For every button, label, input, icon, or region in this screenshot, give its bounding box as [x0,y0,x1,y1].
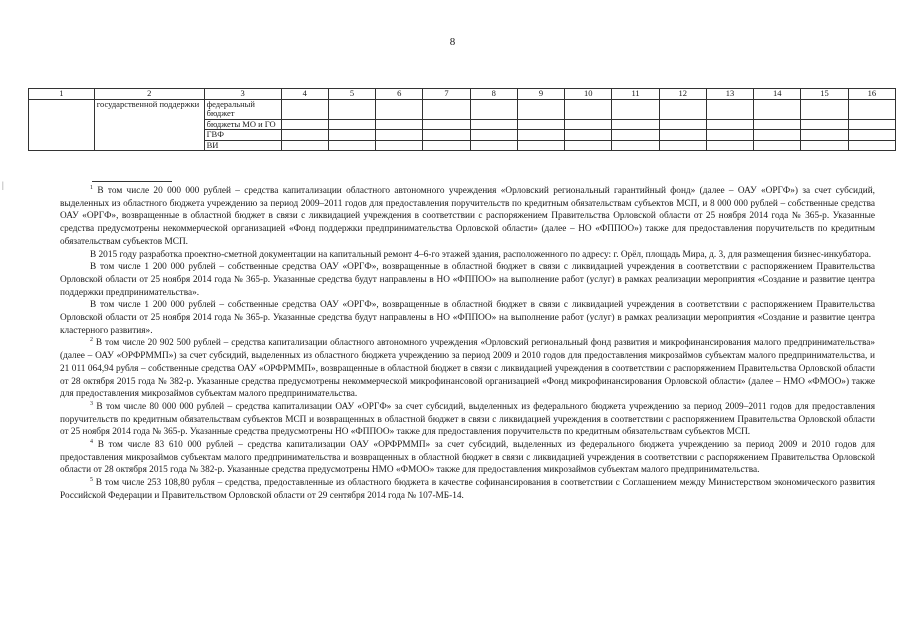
footnote [60,401,875,439]
footnote-mark: 4 [90,439,93,446]
header-cell: 2 [94,89,204,100]
header-cell: 9 [517,89,564,100]
header-cell: 10 [565,89,612,100]
footnote [60,185,875,249]
source-cell: федеральный бюджет [204,99,281,119]
page-number: 8 [449,36,456,48]
footnote-text: В том числе 1 200 000 рублей – собственные средства ОАУ «ОРГФ», возвращенные в областной бюджет в связи с ликвидацией учреждения в соответствии с распоряжением Правительства Орловской области от 25 ноября 2014 года № 365-р. Указанные средства будут направлены в НО «ФППОО» на выполнение работ (услуг) в рамках реализации мероприятия «Создание и развитие центра поддержки предпринимательства». [60,262,875,298]
footnote-mark: 5 [90,477,93,484]
footnote-mark: 2 [90,337,93,344]
table-cell [29,99,95,151]
footnote-text: В том числе 20 902 500 рублей – средства капитализации областного автономного учреждения «Орловский региональный фонд развития и микрофинансирования малого предпринимательства» (далее – ОАУ «ОРФРММП») за счет субсидий, выделенных из областного бюджета учреждению за период 2009 и 2010 годов для предоставления микрозаймов субъектам малого предпринимательства, и 21 011 064,94 рубля – собственные средства ОАУ «ОРФРММП», возвращенные в областной бюджет в связи с ликвидацией учреждения в соответствии с распоряжением Правительства Орловской области от 28 октября 2015 года № 382-р. Указанные средства предусмотрены некоммерческой микрофинансовой организацией «Фонд микрофинансирования Орловской области» (далее – НМО «ФМОО») также для предоставления микрозаймов субъектам малого предпринимательства. [60,338,876,400]
source-cell: ГВФ [204,130,281,141]
header-cell: 11 [612,89,659,100]
header-cell: 13 [706,89,753,100]
header-cell: 12 [659,89,706,100]
header-cell: 6 [376,89,423,100]
footnote-text: В том числе 1 200 000 рублей – собственные средства ОАУ «ОРГФ», возвращенные в областной бюджет в связи с ликвидацией учреждения в соответствии с распоряжением Правительства Орловской области от 25 ноября 2014 года № 365-р. Указанные средства будут направлены в НО «ФППОО» на выполнение работ (услуг) в рамках реализации мероприятия «Создание и развитие центра кластерного развития». [60,300,875,336]
footnote [60,299,875,337]
header-cell: 4 [281,89,328,100]
header-cell: 8 [470,89,517,100]
budget-table [28,88,896,151]
scan-artifact: | [2,180,4,190]
footnote [60,249,875,262]
header-cell: 3 [204,89,281,100]
source-cell: бюджеты МО и ГО [204,119,281,130]
footnote-separator [92,181,172,182]
footnote-text: В том числе 20 000 000 рублей – средства капитализации областного автономного учреждения «Орловский региональный гарантийный фонд» (далее – ОАУ «ОРГФ») за счет субсидий, выделенных из областного бюджета учреждению за период 2009–2011 годов для предоставления поручительств по кредитным обязательствам субъектов МСП, и 8 000 000 рублей – собственные средства ОАУ «ОРГФ», возвращенные в областной бюджет в связи с ликвидацией учреждения в соответствии с распоряжением Правительства Орловской области от 25 ноября 2014 года № 365-р. Указанные средства предусмотрены некоммерческой организацией «Фонд поддержки предпринимательства Орловской области» (далее – НО «ФППОО») также для предоставления поручительств по кредитным обязательствам субъектов МСП. [60,186,875,247]
row-label: государственной поддержки [94,99,204,151]
footnote-text: В том числе 80 000 000 рублей – средства капитализации ОАУ «ОРГФ» за счет субсидий, выделенных из федерального бюджета учреждению за период 2009–2011 годов для предоставления поручительств по кредитным обязательствам субъектов МСП и возвращенных в областной бюджет в связи с ликвидацией учреждения в соответствии с распоряжением Правительства Орловской области от 25 ноября 2014 года № 365-р. Указанные средства предусмотрены НО «ФППОО» также для предоставления поручительств по кредитным обязательствам субъектов МСП. [60,401,875,438]
footnote-mark: 3 [90,400,93,407]
header-cell: 14 [754,89,801,100]
header-cell: 16 [848,89,895,100]
footnote [60,261,875,299]
footnote-mark: 1 [90,185,93,191]
footnote [60,337,875,401]
footnote [60,439,875,477]
footnotes [60,185,875,503]
footnote-text: В том числе 83 610 000 рублей – средства капитализации ОАУ «ОРФРММП» за счет субсидий, выделенных из федерального бюджета учреждению за период 2009 и 2010 годов для предоставления микрозаймов субъектам малого предпринимательства и возвращенных в областной бюджет в связи с ликвидацией учреждения в соответствии с распоряжением Правительства Орловской области от 28 октября 2015 года № 382-р. Указанные средства предусмотрены НМО «ФМОО» также для предоставления микрозаймов субъектам малого предпринимательства. [60,440,875,476]
source-cell: ВИ [204,140,281,151]
header-cell: 7 [423,89,470,100]
footnote-text: В том числе 253 108,80 рубля – средства, предоставленные из областного бюджета в качестве софинансирования в соответствии с Соглашением между Министерством экономического развития Российской Федерации и Правительством Орловской области от 29 сентября 2014 года № 107-МБ-14. [60,478,875,501]
footnote-text: В 2015 году разработка проектно-сметной документации на капитальный ремонт 4–6-го этажей здания, расположенного по адресу: г. Орёл, площадь Мира, д. 3, для размещения бизнес-инкубатора. [90,249,872,260]
footnote [60,477,875,502]
header-cell: 1 [29,89,95,100]
table-row [29,99,896,119]
table-header-row [29,89,896,100]
header-cell: 15 [801,89,848,100]
header-cell: 5 [328,89,375,100]
